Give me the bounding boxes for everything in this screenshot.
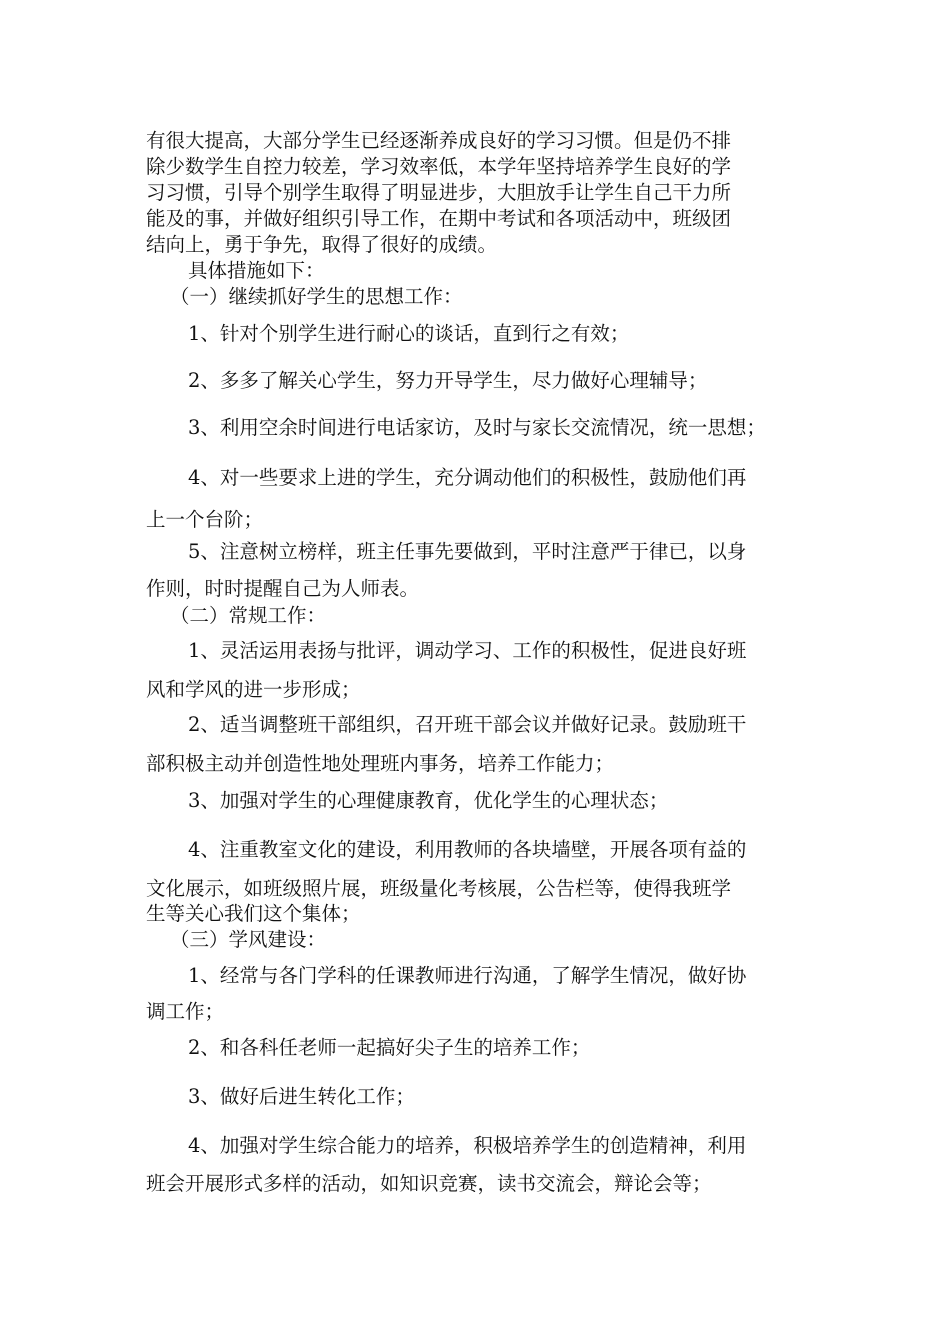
intro-line-2: 除少数学生自控力较差，学习效率低，本学年坚持培养学生良好的学 <box>146 155 732 178</box>
measures-heading: 具体措施如下： <box>188 259 325 282</box>
section3-heading: （三）学风建设： <box>170 928 327 951</box>
section2-item1-line2: 风和学风的进一步形成； <box>146 678 361 701</box>
section1-item3: 3、利用空余时间进行电话家访，及时与家长交流情况，统一思想； <box>188 416 766 439</box>
section1-heading: （一）继续抓好学生的思想工作： <box>170 285 463 308</box>
section2-item1-line1: 1、灵活运用表扬与批评，调动学习、工作的积极性，促进良好班 <box>188 639 747 662</box>
intro-line-1: 有很大提高，大部分学生已经逐渐养成良好的学习习惯。但是仍不排 <box>146 129 732 152</box>
section2-item2-line1: 2、适当调整班干部组织，召开班干部会议并做好记录。鼓励班干 <box>188 713 747 736</box>
section1-item2: 2、多多了解关心学生，努力开导学生，尽力做好心理辅导； <box>188 369 708 392</box>
section3-item4-line1: 4、加强对学生综合能力的培养，积极培养学生的创造精神，利用 <box>188 1134 747 1157</box>
section1-item4-line2: 上一个台阶； <box>146 508 264 531</box>
section2-item2-line2: 部积极主动并创造性地处理班内事务，培养工作能力； <box>146 752 615 775</box>
section2-item4-line2: 文化展示，如班级照片展，班级量化考核展，公告栏等，使得我班学 <box>146 877 732 900</box>
intro-line-3: 习习惯，引导个别学生取得了明显进步，大胆放手让学生自己干力所 <box>146 181 732 204</box>
section3-item2: 2、和各科任老师一起搞好尖子生的培养工作； <box>188 1036 591 1059</box>
section1-item1: 1、针对个别学生进行耐心的谈话，直到行之有效； <box>188 322 630 345</box>
intro-line-4: 能及的事，并做好组织引导工作，在期中考试和各项活动中，班级团 <box>146 207 732 230</box>
section3-item4-line2: 班会开展形式多样的活动，如知识竞赛，读书交流会，辩论会等； <box>146 1172 712 1195</box>
section2-item3: 3、加强对学生的心理健康教育，优化学生的心理状态； <box>188 789 669 812</box>
section2-item4-line1: 4、注重教室文化的建设，利用教师的各块墙壁，开展各项有益的 <box>188 838 747 861</box>
section2-heading: （二）常规工作： <box>170 604 327 627</box>
section1-item5-line1: 5、注意树立榜样，班主任事先要做到，平时注意严于律已，以身 <box>188 540 747 563</box>
section3-item3: 3、做好后进生转化工作； <box>188 1085 415 1108</box>
section3-item1-line2: 调工作； <box>146 1000 225 1023</box>
section1-item5-line2: 作则，时时提醒自己为人师表。 <box>146 577 420 600</box>
intro-line-5: 结向上，勇于争先，取得了很好的成绩。 <box>146 233 498 256</box>
section2-item4-line3: 生等关心我们这个集体； <box>146 902 361 925</box>
section1-item4-line1: 4、对一些要求上进的学生，充分调动他们的积极性，鼓励他们再 <box>188 466 747 489</box>
section3-item1-line1: 1、经常与各门学科的任课教师进行沟通，了解学生情况，做好协 <box>188 964 747 987</box>
